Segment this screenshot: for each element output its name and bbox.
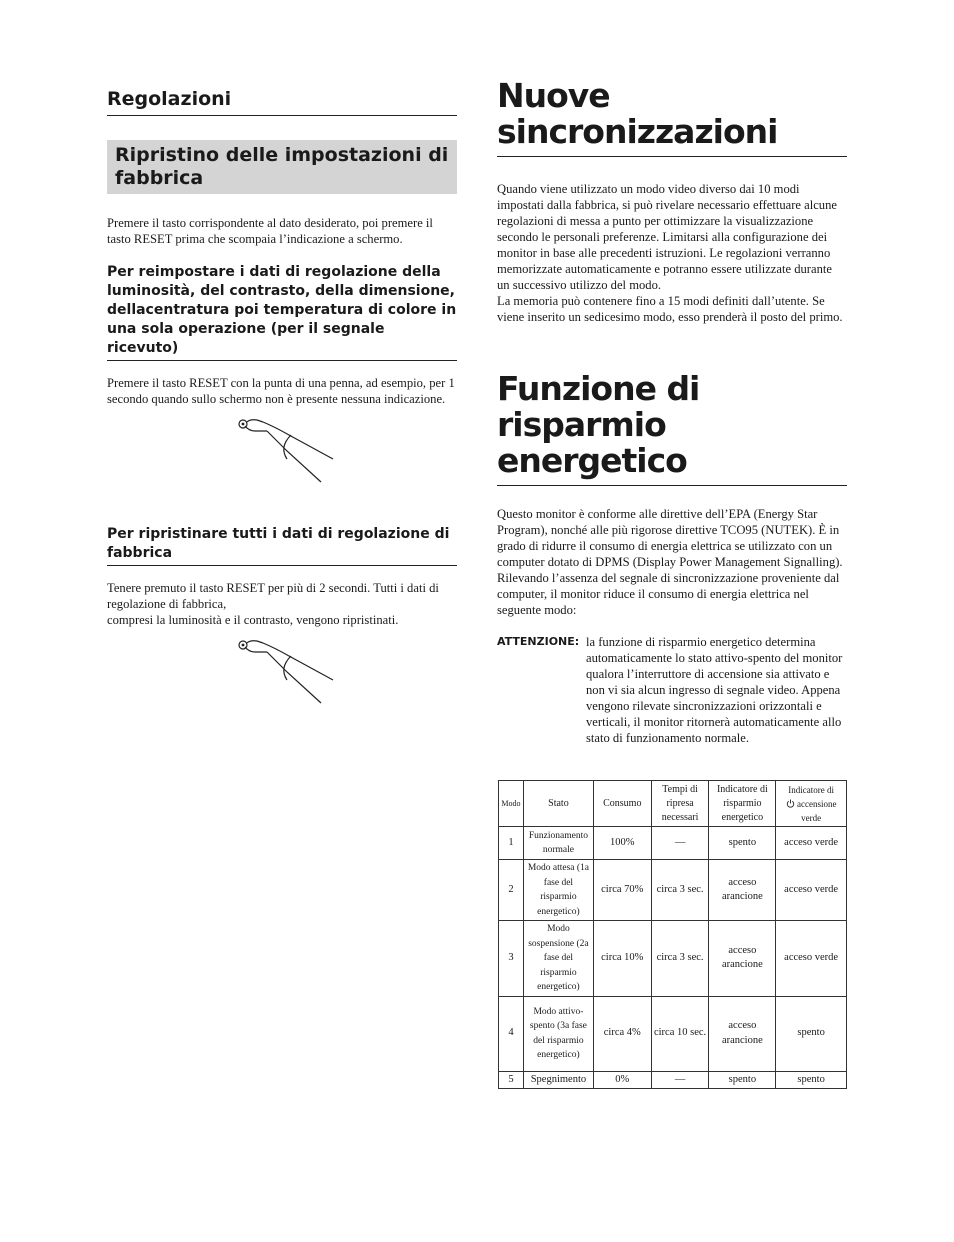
header-power-indicator [776, 781, 847, 827]
title-power-saving: Funzione di risparmio energetico [497, 371, 847, 486]
table-row [499, 921, 847, 997]
reset-all-text-1: Tenere premuto il tasto RESET per più di 2 secondi. Tutti i dati di regolazione di fabbrica, [107, 581, 439, 611]
cell-indicator: acceso arancione [709, 921, 776, 997]
cell-recovery: circa 10 sec. [651, 996, 709, 1071]
power-icon [786, 799, 795, 808]
reset-all-text-2: compresi la luminosità e il contrasto, vengono ripristinati. [107, 613, 399, 627]
cell-recovery: — [651, 1071, 709, 1089]
new-sync-memory-text: La memoria può contenere fino a 15 modi definiti dall’utente. Se viene inserito un sedicesimo modo, esso prenderà il posto del primo. [497, 294, 843, 324]
power-saving-table [498, 780, 847, 1089]
table-row [499, 827, 847, 860]
header-power-indicator-line1: Indicatore di [788, 784, 834, 795]
cell-power: acceso verde [776, 827, 847, 860]
attention-note [497, 634, 847, 746]
cell-state: Spegnimento [523, 1071, 593, 1089]
header-mode: Modo [499, 781, 524, 827]
cell-consumption: circa 70% [593, 860, 651, 921]
left-column [107, 88, 457, 722]
cell-power: spento [776, 1071, 847, 1089]
reset-current-text: Premere il tasto RESET con la punta di una penna, ad esempio, per 1 secondo quando sullo schermo non è presente nessuna indicazione. [107, 376, 455, 406]
cell-indicator: spento [709, 1071, 776, 1089]
cell-consumption: circa 4% [593, 996, 651, 1071]
cell-indicator: acceso arancione [709, 860, 776, 921]
subheading-reset-all: Per ripristinare tutti i dati di regolazione di fabbrica [107, 525, 457, 566]
box-title: Ripristino delle impostazioni di fabbrica [107, 140, 457, 194]
cell-power: acceso verde [776, 860, 847, 921]
section-title: Regolazioni [107, 88, 457, 116]
attention-label: ATTENZIONE: [497, 635, 580, 648]
cell-indicator: acceso arancione [709, 996, 776, 1071]
pen-illustration-2 [107, 628, 457, 722]
cell-recovery: circa 3 sec. [651, 921, 709, 997]
cell-indicator: spento [709, 827, 776, 860]
intro-text: Premere il tasto corrispondente al dato desiderato, poi premere il tasto RESET prima che scompaia l’indicazione a schermo. [107, 216, 433, 246]
cell-consumption: 100% [593, 827, 651, 860]
subheading-reset-current: Per reimpostare i dati di regolazione della luminosità, del contrasto, della dimensione, dellacentratura poi temperatura di colore in una sola operazione (per il segnale ricevuto) [107, 263, 457, 361]
cell-mode: 2 [499, 860, 524, 921]
pen-press-icon [107, 628, 457, 722]
header-power-indicator-line2: accensione verde [797, 798, 837, 823]
cell-mode: 1 [499, 827, 524, 860]
table-header-row [499, 781, 847, 827]
cell-consumption: circa 10% [593, 921, 651, 997]
new-sync-text: Quando viene utilizzato un modo video diverso dai 10 modi impostati dalla fabbrica, si può rivelare necessario effettuare alcune regolazioni di messa a punto per ottimizzare la visualizzazione secondo le personali preferenze. Limitarsi alla configurazione dei monitor in base alle precedenti istruzioni. Le regolazioni verranno memorizzate automaticamente e potranno essere utilizzate durante un successivo utilizzo del modo. [497, 182, 837, 292]
header-state: Stato [523, 781, 593, 827]
cell-state: Funzionamento normale [523, 827, 593, 860]
title-new-sync: Nuove sincronizzazioni [497, 78, 847, 157]
header-recovery: Tempi di ripresa necessari [651, 781, 709, 827]
right-column [497, 78, 847, 746]
cell-consumption: 0% [593, 1071, 651, 1089]
pen-illustration [107, 407, 457, 501]
cell-power: acceso verde [776, 921, 847, 997]
cell-state: Modo attesa (1a fase del risparmio energetico) [523, 860, 593, 921]
header-consumption: Consumo [593, 781, 651, 827]
cell-recovery: — [651, 827, 709, 860]
table-row [499, 996, 847, 1071]
cell-state: Modo attivo-spento (3a fase del risparmio energetico) [523, 996, 593, 1071]
table-row [499, 1071, 847, 1089]
cell-recovery: circa 3 sec. [651, 860, 709, 921]
table-row [499, 860, 847, 921]
power-saving-text: Questo monitor è conforme alle direttive dell’EPA (Energy Star Program), nonché alle più rigorose direttive TCO95 (NUTEK). È in grado di ridurre il consumo di energia elettrica se utilizzato con un computer dotato di DPMS (Display Power Management Signalling). Rilevando l’assenza del segnale di sincronizzazione proveniente dal computer, il monitor riduce il consumo di energia elettrica nel seguente modo: [497, 507, 843, 617]
cell-state: Modo sospensione (2a fase del risparmio energetico) [523, 921, 593, 997]
cell-mode: 3 [499, 921, 524, 997]
cell-mode: 5 [499, 1071, 524, 1089]
pen-press-icon [107, 407, 457, 501]
cell-mode: 4 [499, 996, 524, 1071]
header-indicator: Indicatore di risparmio energetico [709, 781, 776, 827]
attention-text: la funzione di risparmio energetico determina automaticamente lo stato attivo-spento del monitor qualora l’interruttore di accensione sia attivato e non vi sia alcun ingresso di segnale video. Appena vengono rilevate sincronizzazioni orizzontali e verticali, il monitor ritornerà automaticamente allo stato di funzionamento normale. [586, 635, 843, 745]
cell-power: spento [776, 996, 847, 1071]
